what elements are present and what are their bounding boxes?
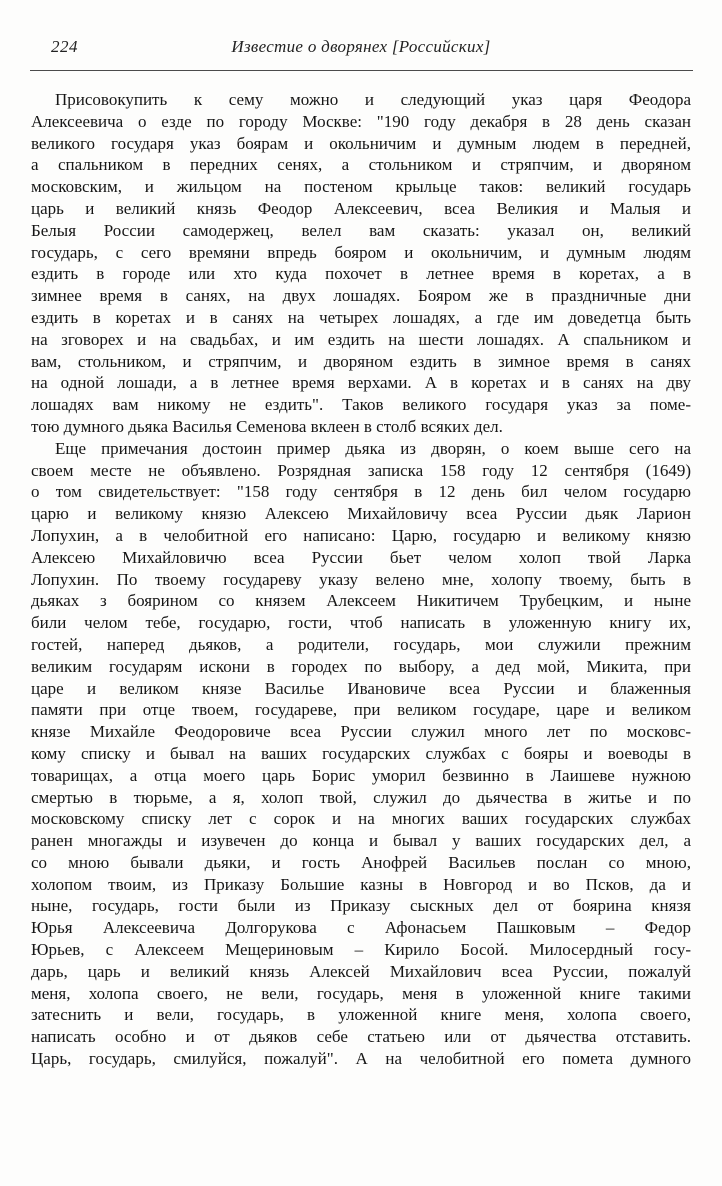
- text-line: государь, с сего времяни впредь бояром и окольничим, и думным людям: [31, 242, 691, 262]
- text-line: Алексею Михайловичю всеа Руссии бьет челом холоп твой Ларка: [31, 547, 691, 567]
- running-title: Известие о дворянех [Российских]: [231, 37, 491, 56]
- text-line: лошадях вам никому не ездить". Таков великого государя указ за поме-: [31, 395, 691, 415]
- text-line: били челом тебе, государю, гости, чтоб написать в уложенную книгу их,: [31, 613, 691, 633]
- text-line: московскому списку лет с сорок и на многих ваших государских службах: [31, 809, 691, 829]
- text-line: своем месте не объявлено. Розрядная записка 158 году 12 сентября (1649): [31, 460, 691, 480]
- text-line: ранен многажды и изувечен до конца и бывал у ваших государских дел, а: [31, 831, 691, 851]
- header-rule: [30, 70, 693, 71]
- text-line: московским, и жильцом на постеном крыльце таков: великий государь: [31, 177, 691, 197]
- page-header: [31, 37, 691, 61]
- text-line: тою думного дьяка Василья Семенова вклеен в столб всяких дел.: [31, 416, 503, 436]
- text-line: а спальником в передних сенях, а стольником и стряпчим, и дворяном: [31, 155, 691, 175]
- text-line: Алексеевича о езде по городу Москве: "190 году декабря в 28 день сказан: [31, 111, 691, 131]
- text-line: вам, стольником, и стряпчим, и дворяном ездить в зимное время в санях: [31, 351, 691, 371]
- text-line: ныне, государь, гости были из Приказу сыскных дел от боярина князя: [31, 896, 691, 916]
- text-line: Белыя России самодержец, велел вам сказать: указал он, великий: [31, 220, 691, 240]
- text-line: великого государя указ боярам и окольничим и думным людем в передней,: [31, 133, 691, 153]
- text-line: царю и великому князю Алексею Михайловичу всеа Руссии дьяк Ларион: [31, 504, 691, 524]
- page-body: [31, 89, 691, 1070]
- text-line: на зговорех и на свадьбах, и им ездить на шести лошадях. А спальником и: [31, 329, 691, 349]
- text-line: Юрья Алексеевича Долгорукова с Афонасьем Пашковым – Федор: [31, 918, 691, 938]
- text-line: меня, холопа своего, не вели, государь, меня в уложенной книге такими: [31, 983, 691, 1003]
- text-line: Лопухин, а в челобитной его написано: Царю, государю и великому князю: [31, 525, 691, 545]
- text-line: зимнее время в санях, на двух лошадях. Бояром же в праздничные дни: [31, 286, 691, 306]
- text-line: дьяках з боярином со князем Алексеем Никитичем Трубецким, и ныне: [31, 591, 691, 611]
- text-line: Присовокупить к сему можно и следующий указ царя Феодора: [55, 90, 691, 109]
- text-line: Юрьев, с Алексеем Мещериновым – Кирило Босой. Милосердный госу-: [31, 940, 691, 960]
- text-line: гостей, наперед дьяков, а родители, государь, мои служили прежним: [31, 634, 691, 654]
- text-line: князе Михайле Феодоровиче всеа Руссии служил много лет по московс-: [31, 722, 691, 742]
- text-line: царе и великом князе Василье Ивановиче всеа Руссии и блаженныя: [31, 678, 691, 698]
- text-line: холопом твоим, из Приказу Большие казны в Новгород и во Псков, да и: [31, 874, 691, 894]
- text-line: написать особно и от дьяков себе статьею или от дьячества отставить.: [31, 1027, 691, 1047]
- text-line: дарь, царь и великий князь Алексей Михайлович всеа Руссии, пожалуй: [31, 961, 691, 981]
- page-number: 224: [51, 37, 78, 56]
- text-line: товарищах, а отца моего царь Борис уморил безвинно в Лаишеве нужною: [31, 765, 691, 785]
- text-line: великим государям искони в городех по выбору, а дед мой, Микита, при: [31, 656, 691, 676]
- text-line: ездить в городе или хто куда похочет в летнее время в коретах, а в: [31, 264, 691, 284]
- text-line: со мною бывали дьяки, и гость Анофрей Васильев послан со мною,: [31, 852, 691, 872]
- text-line: Царь, государь, смилуйся, пожалуй". А на челобитной его помета думного: [31, 1049, 691, 1069]
- text-line: о том свидетельствует: "158 году сентября в 12 день бил челом государю: [31, 482, 691, 502]
- text-line: царь и великий князь Феодор Алексеевич, всеа Великия и Малыя и: [31, 198, 691, 218]
- text-line: Еще примечания достоин пример дьяка из дворян, о коем выше сего на: [55, 438, 691, 458]
- text-line: Лопухин. По твоему государеву указу велено мне, холопу твоему, быть в: [31, 569, 691, 589]
- text-line: смертью в тюрьме, а я, холоп твой, служил до дьячества в житье и по: [31, 787, 691, 807]
- text-line: на одной лошади, а в летнее время верхами. А в коретах и в санях на дву: [31, 373, 691, 393]
- text-line: кому списку и бывал на ваших государских службах с бояры и воеводы в: [31, 743, 691, 763]
- text-line: ездить в коретах и в санях на четырех лошадях, а где им доведетца быть: [31, 307, 691, 327]
- text-line: памяти при отце твоем, государеве, при великом государе, царе и великом: [31, 700, 691, 720]
- text-line: затеснить и вели, государь, в уложенной книге меня, холопа своего,: [31, 1005, 691, 1025]
